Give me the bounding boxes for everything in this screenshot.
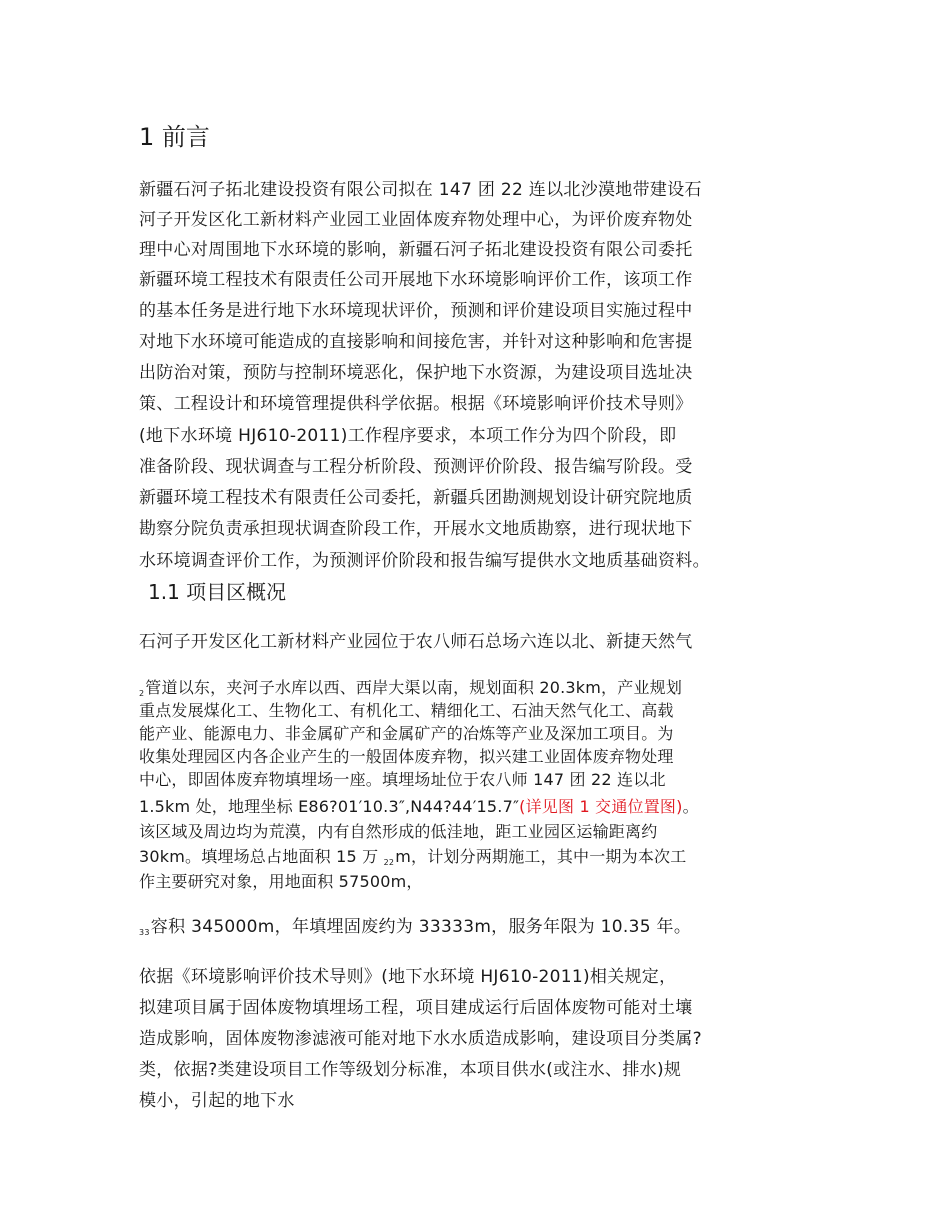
overview-first-line: 石河子开发区化工新材料产业园位于农八师石总场六连以北、新捷天然气 (139, 632, 693, 652)
intro-line: 准备阶段、现状调查与工程分析阶段、预测评价阶段、报告编写阶段。受 (139, 457, 693, 477)
basis-line: 造成影响，固体废物渗滤液可能对地下水水质造成影响，建设项目分类属? (139, 1029, 702, 1049)
overview-line: 1.5km 处，地理坐标 E86?01′10.3″,N44?44′15.7″(详见图 1 交通位置图)。 (139, 797, 699, 816)
overview-line: 2管道以东，夹河子水库以西、西岸大渠以南，规划面积 20.3km，产业规划 (139, 678, 683, 698)
intro-line: 新疆石河子拓北建设投资有限公司拟在 147 团 22 连以北沙漠地带建设石 (139, 180, 702, 200)
basis-line: 模小，引起的地下水 (139, 1091, 295, 1111)
intro-line: 策、工程设计和环境管理提供科学依据。根据《环境影响评价技术导则》 (139, 394, 693, 414)
figure-reference-link[interactable]: (详见图 1 交通位置图) (519, 797, 683, 816)
superscript: 22 (383, 858, 395, 867)
intro-line: 的基本任务是进行地下水环境现状评价，预测和评价建设项目实施过程中 (139, 301, 693, 321)
basis-line: 类，依据?类建设项目工作等级划分标准，本项目供水(或注水、排水)规 (139, 1060, 682, 1080)
superscript: 2 (139, 689, 145, 698)
intro-line: 出防治对策，预防与控制环境恶化，保护地下水资源，为建设项目选址决 (139, 363, 693, 383)
intro-line: 理中心对周围地下水环境的影响，新疆石河子拓北建设投资有限公司委托 (139, 240, 693, 260)
intro-line: 勘察分院负责承担现状调查阶段工作，开展水文地质勘察，进行现状地下 (139, 519, 693, 539)
intro-line: 对地下水环境可能造成的直接影响和间接危害，并针对这种影响和危害提 (139, 332, 693, 352)
basis-line: 依据《环境影响评价技术导则》(地下水环境 HJ610-2011)相关规定， (139, 967, 677, 987)
subsection-heading: 1.1 项目区概况 (148, 580, 287, 604)
overview-line: 该区域及周边均为荒漠，内有自然形成的低洼地，距工业园区运输距离约 (139, 822, 658, 841)
overview-line: 中心，即固体废弃物填埋场一座。填埋场址位于农八师 147 团 22 连以北 (139, 770, 666, 789)
overview-line: 能产业、能源电力、非金属矿产和金属矿产的冶炼等产业及深加工项目。为 (139, 724, 674, 743)
overview-line: 作主要研究对象，用地面积 57500m， (139, 872, 423, 891)
basis-line: 拟建项目属于固体废物填埋场工程，项目建成运行后固体废物可能对土壤 (139, 998, 693, 1018)
overview-line: 收集处理园区内各企业产生的一般固体废弃物，拟兴建工业固体废弃物处理 (139, 747, 674, 766)
section-heading: 1 前言 (139, 123, 210, 151)
intro-line: (地下水环境 HJ610-2011)工作程序要求，本项工作分为四个阶段，即 (139, 426, 677, 446)
intro-line: 新疆环境工程技术有限责任公司开展地下水环境影响评价工作，该项工作 (139, 270, 693, 290)
superscript: 33 (139, 928, 150, 937)
overview-line: 重点发展煤化工、生物化工、有机化工、精细化工、石油天然气化工、高载 (139, 701, 674, 720)
intro-line: 新疆环境工程技术有限责任公司委托，新疆兵团勘测规划设计研究院地质 (139, 488, 693, 508)
intro-line: 河子开发区化工新材料产业园工业固体废弃物处理中心，为评价废弃物处 (139, 210, 693, 230)
intro-line: 水环境调查评价工作，为预测评价阶段和报告编写提供水文地质基础资料。 (139, 551, 710, 571)
capacity-line: 33容积 345000m，年填埋固废约为 33333m，服务年限为 10.35 年。 (139, 917, 692, 937)
overview-line: 30km。填埋场总占地面积 15 万 22m，计划分两期施工，其中一期为本次工 (139, 847, 687, 867)
